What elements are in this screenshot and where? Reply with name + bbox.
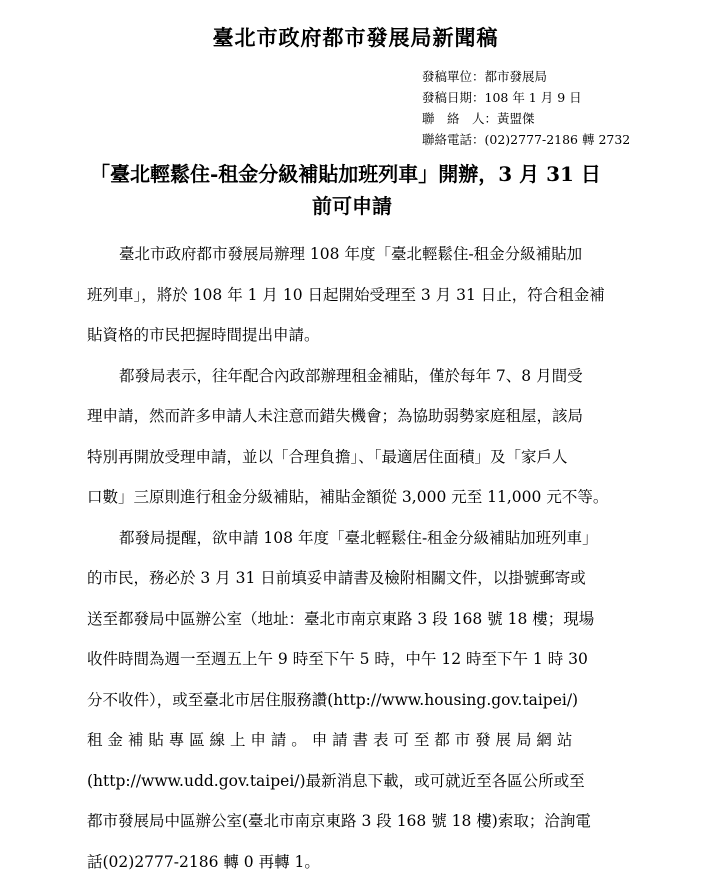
headline-line-2: 前可申請 (60, 190, 660, 222)
paragraph-3-line: 分不收件），或至臺北市居住服務讚(http://www.housing.gov.taipei/) (87, 680, 640, 721)
paragraph-1-line: 班列車」，將於 108 年 1 月 10 日起開始受理至 3 月 31 日止，符合租金補 (87, 275, 640, 316)
paragraph-3-line: 租 金 補 貼 專 區 線 上 申 請 。 申 請 書 表 可 至 都 市 發 展 局 網 站 (87, 720, 640, 761)
date-line: 發稿日期：108 年 1 月 9 日 (422, 87, 630, 108)
paragraph-3-line: 都發局提醒，欲申請 108 年度「臺北輕鬆住-租金分級補貼加班列車」 (87, 518, 640, 559)
paragraph-2-line: 特別再開放受理申請，並以「合理負擔」、「最適居住面積」及「家戶人 (87, 437, 640, 478)
headline-line-1: 「臺北輕鬆住-租金分級補貼加班列車」開辦，3 月 31 日 (60, 158, 660, 190)
release-meta (422, 66, 630, 150)
issuer-line: 發稿單位：都市發展局 (422, 66, 630, 87)
paragraph-2-line: 口數」三原則進行租金分級補貼，補貼金額從 3,000 元至 11,000 元不等。 (87, 477, 640, 518)
contact-line: 聯 絡 人：黃盟傑 (422, 108, 630, 129)
paragraph-1-line: 臺北市政府都市發展局辦理 108 年度「臺北輕鬆住-租金分級補貼加 (87, 234, 640, 275)
document-title: 臺北市政府都市發展局新聞稿 (0, 22, 711, 52)
paragraph-2-line: 理申請，然而許多申請人未注意而錯失機會；為協助弱勢家庭租屋，該局 (87, 396, 640, 437)
paragraph-3-line: 話(02)2777-2186 轉 0 再轉 1。 (87, 842, 640, 882)
paragraph-3-line: 的市民，務必於 3 月 31 日前填妥申請書及檢附相關文件，以掛號郵寄或 (87, 558, 640, 599)
paragraph-3-line: (http://www.udd.gov.taipei/)最新消息下載，或可就近至各區公所或至 (87, 761, 640, 802)
body-text (87, 234, 640, 882)
paragraph-1-line: 貼資格的市民把握時間提出申請。 (87, 315, 640, 356)
paragraph-3-line: 送至都發局中區辦公室（地址：臺北市南京東路 3 段 168 號 18 樓；現場 (87, 599, 640, 640)
paragraph-3-line: 都市發展局中區辦公室(臺北市南京東路 3 段 168 號 18 樓)索取；洽詢電 (87, 801, 640, 842)
phone-line: 聯絡電話：(02)2777-2186 轉 2732 (422, 129, 630, 150)
paragraph-3-line: 收件時間為週一至週五上午 9 時至下午 5 時，中午 12 時至下午 1 時 30 (87, 639, 640, 680)
paragraph-2-line: 都發局表示，往年配合內政部辦理租金補貼，僅於每年 7、8 月間受 (87, 356, 640, 397)
headline (60, 158, 660, 222)
